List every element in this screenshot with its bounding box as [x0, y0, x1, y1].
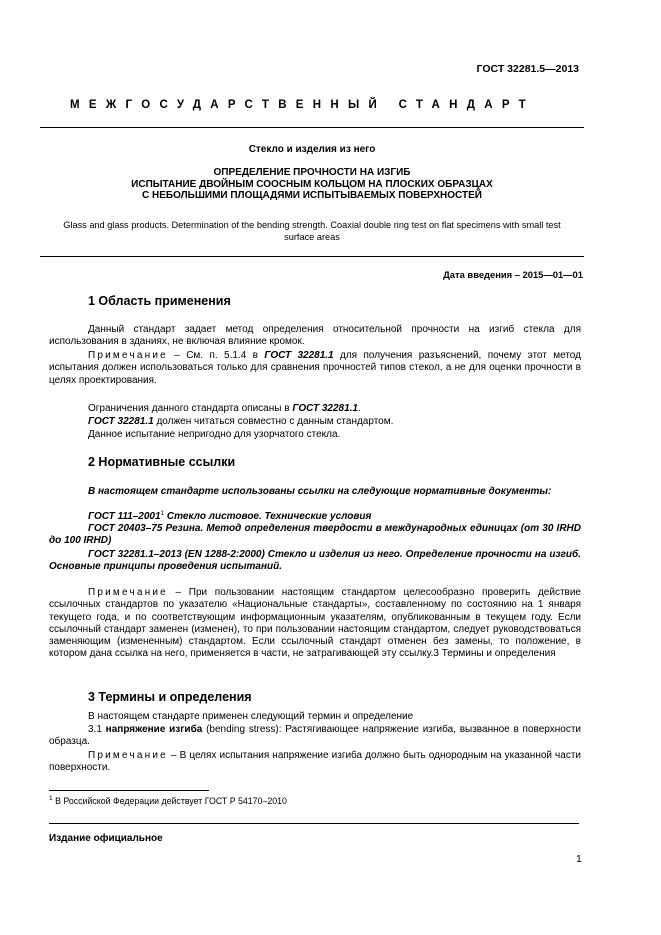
note-text: – При пользовании настоящим стандартом целесообразно проверить действие ссылочных стандартов по указателю «Национальные стандарты», составленному по состоянию на 1 января текущего года, и по соответствующим информационным указателям, опубликованным в текущем году. Если ссылочный стандарт заменен (изменен), то при пользовании настоящим стандартом, следует руководствоваться заменяющим (измененным) стандартом. Если ссылочный стандарт отменен без замены, то положение, в котором дана ссылка на него, применяется в части, не затрагивающей эту ссылку.3 Термины и определения: [49, 587, 581, 660]
note-label: Примечание: [88, 750, 168, 761]
footnote-mark: 1: [49, 795, 53, 802]
term-definition: [49, 724, 581, 749]
read-with-line: [49, 416, 581, 428]
footnote-rule: [49, 790, 209, 791]
section-1-heading: 1 Область применения: [88, 294, 231, 308]
section-3-heading: 3 Термины и определения: [88, 690, 252, 704]
title-line: С НЕБОЛЬШИМИ ПЛОЩАДЯМИ ИСПЫТЫВАЕМЫХ ПОВЕРХНОСТЕЙ: [142, 190, 482, 201]
term-number: 3.1: [88, 724, 106, 735]
reference-item: ГОСТ 32281.1–2013 (EN 1288-2:2000) Стекло и изделия из него. Определение прочности на изгиб. Основные принципы проведения испытаний.: [49, 549, 581, 573]
publication-label: Издание официальное: [49, 833, 163, 844]
top-rule: [40, 127, 584, 128]
english-title: Glass and glass products. Determination of the bending strength. Coaxial double ring test on flat specimens with small test surface areas: [63, 220, 561, 242]
section-2-note: [49, 587, 581, 661]
note-label: Примечание: [88, 587, 168, 598]
standard-group: Стекло и изделия из него: [248, 144, 376, 155]
standard-title: [40, 167, 584, 202]
standard-banner: МЕЖГОСУДАРСТВЕННЫЙ СТАНДАРТ: [70, 99, 535, 111]
section-1-paragraph: Данный стандарт задает метод определения относительной прочности на изгиб стекла для использования в зданиях, не включая влияние кромок.: [49, 324, 581, 348]
note-text: – В целях испытания напряжение изгиба должно быть однородным на указанной части поверхности.: [49, 750, 581, 774]
footnote-mark: 1: [160, 510, 165, 517]
reference-item: ГОСТ 20403–75 Резина. Метод определения твердости в международных единицах (от 30 IRHD до 100 IRHD): [49, 523, 581, 547]
footnote: [49, 796, 287, 806]
text: Ограничения данного стандарта описаны в: [88, 403, 293, 414]
page-number: 1: [576, 853, 582, 865]
limitations-line: [49, 403, 581, 415]
title-line: ОПРЕДЕЛЕНИЕ ПРОЧНОСТИ НА ИЗГИБ: [213, 167, 411, 178]
reference: ГОСТ 32281.1: [292, 403, 358, 414]
section-1-note: [49, 350, 581, 387]
section-3-note: [49, 750, 581, 775]
section-3-paragraph: В настоящем стандарте применен следующий термин и определение: [88, 711, 414, 722]
note-reference: ГОСТ 32281.1: [264, 350, 334, 361]
term: напряжение изгиба: [105, 724, 203, 735]
note-text: для получения разъяснений, почему этот метод испытания должен использоваться только для сравнения прочностей типов стекол, а не для оценки прочности в целях проектирования.: [49, 350, 581, 386]
title-rule: [40, 256, 584, 257]
section-2-heading: 2 Нормативные ссылки: [88, 455, 236, 469]
reference-title: Стекло листовое. Технические условия: [164, 511, 372, 522]
bottom-rule: [49, 823, 579, 824]
references-intro: В настоящем стандарте использованы ссылки на следующие нормативные документы:: [88, 486, 552, 497]
definition: (bending stress): Растягивающее напряжение изгиба, вызванное в поверхности образца.: [49, 724, 581, 748]
text: должен читаться совместно с данным стандартом.: [153, 416, 394, 427]
reference-code: ГОСТ 111–2001: [88, 511, 161, 522]
footnote-text: В Российской Федерации действует ГОСТ Р 54170–2010: [52, 796, 287, 806]
reference: ГОСТ 32281.1: [88, 416, 154, 427]
reference-item: [49, 511, 581, 523]
document-code: ГОСТ 32281.5—2013: [476, 63, 579, 75]
introduction-date: Дата введения – 2015—01—01: [443, 269, 583, 280]
unsuitable-line: Данное испытание непригодно для узорчатого стекла.: [88, 429, 341, 440]
note-text: – См. п. 5.1.4 в: [167, 350, 265, 361]
text: .: [357, 403, 361, 414]
note-label: Примечание: [88, 350, 168, 361]
title-line: ИСПЫТАНИЕ ДВОЙНЫМ СООСНЫМ КОЛЬЦОМ НА ПЛОСКИХ ОБРАЗЦАХ: [131, 178, 493, 190]
